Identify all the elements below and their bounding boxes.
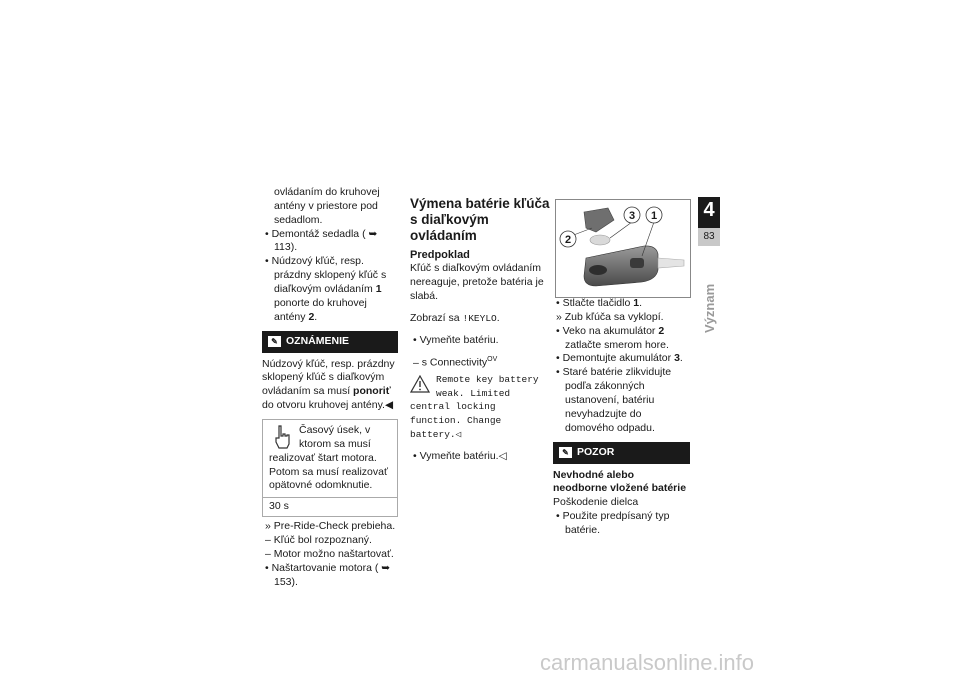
tip-box bbox=[262, 419, 398, 517]
bullet-battery-type: • Použite predpísaný typ batérie. bbox=[553, 510, 690, 538]
dash-connectivity: – s Connectivity$^{OV}$ bbox=[410, 355, 550, 370]
notice-banner bbox=[262, 331, 398, 353]
result-blade-out: » Zub kľúča sa vyklopí. bbox=[553, 311, 690, 325]
bullet-replace-battery-2: • Vymeňte batériu.◁ bbox=[410, 450, 550, 464]
watermark: carmanualsonline.info bbox=[540, 650, 755, 675]
column-right bbox=[553, 297, 690, 538]
notice-label: OZNÁMENIE bbox=[286, 334, 349, 347]
prereq-text: Kľúč s diaľkovým ovládaním nereaguje, pretože batéria je slabá. bbox=[410, 262, 544, 302]
bullet-remove-seat: • Demontáž sedadla ( ➥ 113). bbox=[262, 228, 398, 256]
bullet-place-key: • Núdzový kľúč, resp. prázdny sklopený kľúč s diaľkovým ovládaním 1 ponorte do kruhovej antény 2. bbox=[262, 255, 398, 324]
section-side-label bbox=[696, 275, 722, 335]
prereq-heading: Predpoklad bbox=[410, 248, 470, 261]
figure-label-1: 1 bbox=[650, 210, 658, 222]
bullet-dispose-battery: • Staré batérie zlikvidujte podľa zákonných ustanovení, batériu nevyhadzujte do domového odpadu. bbox=[553, 366, 690, 435]
display-line: Zobrazí sa !KEYLO. bbox=[410, 311, 500, 324]
page-number: 83 bbox=[698, 228, 720, 246]
notice-text: Núdzový kľúč, resp. prázdny sklopený kľúč s diaľkovým ovládaním sa musí ponoriť do otvoru kruhovej antény.◀ bbox=[262, 357, 395, 412]
caution-banner bbox=[553, 442, 690, 464]
caution-sub: Poškodenie dielca bbox=[553, 496, 639, 509]
chapter-number: 4 bbox=[703, 199, 715, 221]
caution-heading: Nevhodné alebo neodborne vložené batérie bbox=[553, 468, 687, 495]
column-middle bbox=[410, 196, 550, 464]
warning-triangle-icon bbox=[410, 375, 430, 393]
section-title: Výmena batérie kľúča s diaľkovým ovládaním bbox=[410, 196, 550, 244]
bullet-push-cover: • Veko na akumulátor 2 zatlačte smerom hore. bbox=[553, 325, 690, 353]
bullet-replace-battery: • Vymeňte batériu. bbox=[410, 334, 550, 348]
bullet-remove-battery: • Demontujte akumulátor 3. bbox=[553, 352, 690, 366]
key-battery-figure bbox=[555, 199, 691, 298]
bullet-start-engine: • Naštartovanie motora ( ➥ 153). bbox=[262, 562, 398, 590]
figure-label-2: 2 bbox=[564, 234, 572, 246]
intro-text: ovládaním do kruhovej antény v priestore pod sedadlom. bbox=[274, 186, 380, 226]
column-left bbox=[262, 186, 398, 589]
caution-icon: ✎ bbox=[559, 447, 572, 458]
result-preride: » Pre-Ride-Check prebieha. bbox=[262, 520, 398, 534]
caution-label: POZOR bbox=[577, 445, 615, 458]
key-illustration bbox=[556, 200, 690, 297]
warning-text: Remote key battery weak. Limited central locking function. Change battery.◁ bbox=[410, 373, 539, 441]
hand-pointer-icon bbox=[271, 424, 293, 450]
warning-message bbox=[410, 373, 550, 442]
tip-text: Časový úsek, v ktorom sa musí realizovať štart motora. Potom sa musí realizovať opätovné odomknutie. bbox=[269, 424, 388, 492]
dash-key-recognized: – Kľúč bol rozpoznaný. bbox=[262, 534, 398, 548]
bullet-press-button: • Stlačte tlačidlo 1. bbox=[553, 297, 690, 311]
tip-value: 30 s bbox=[263, 497, 397, 516]
dash-engine-start: – Motor možno naštartovať. bbox=[262, 548, 398, 562]
figure-label-3: 3 bbox=[628, 210, 636, 222]
notice-icon: ✎ bbox=[268, 336, 281, 347]
section-label-text: Význam bbox=[702, 283, 717, 333]
